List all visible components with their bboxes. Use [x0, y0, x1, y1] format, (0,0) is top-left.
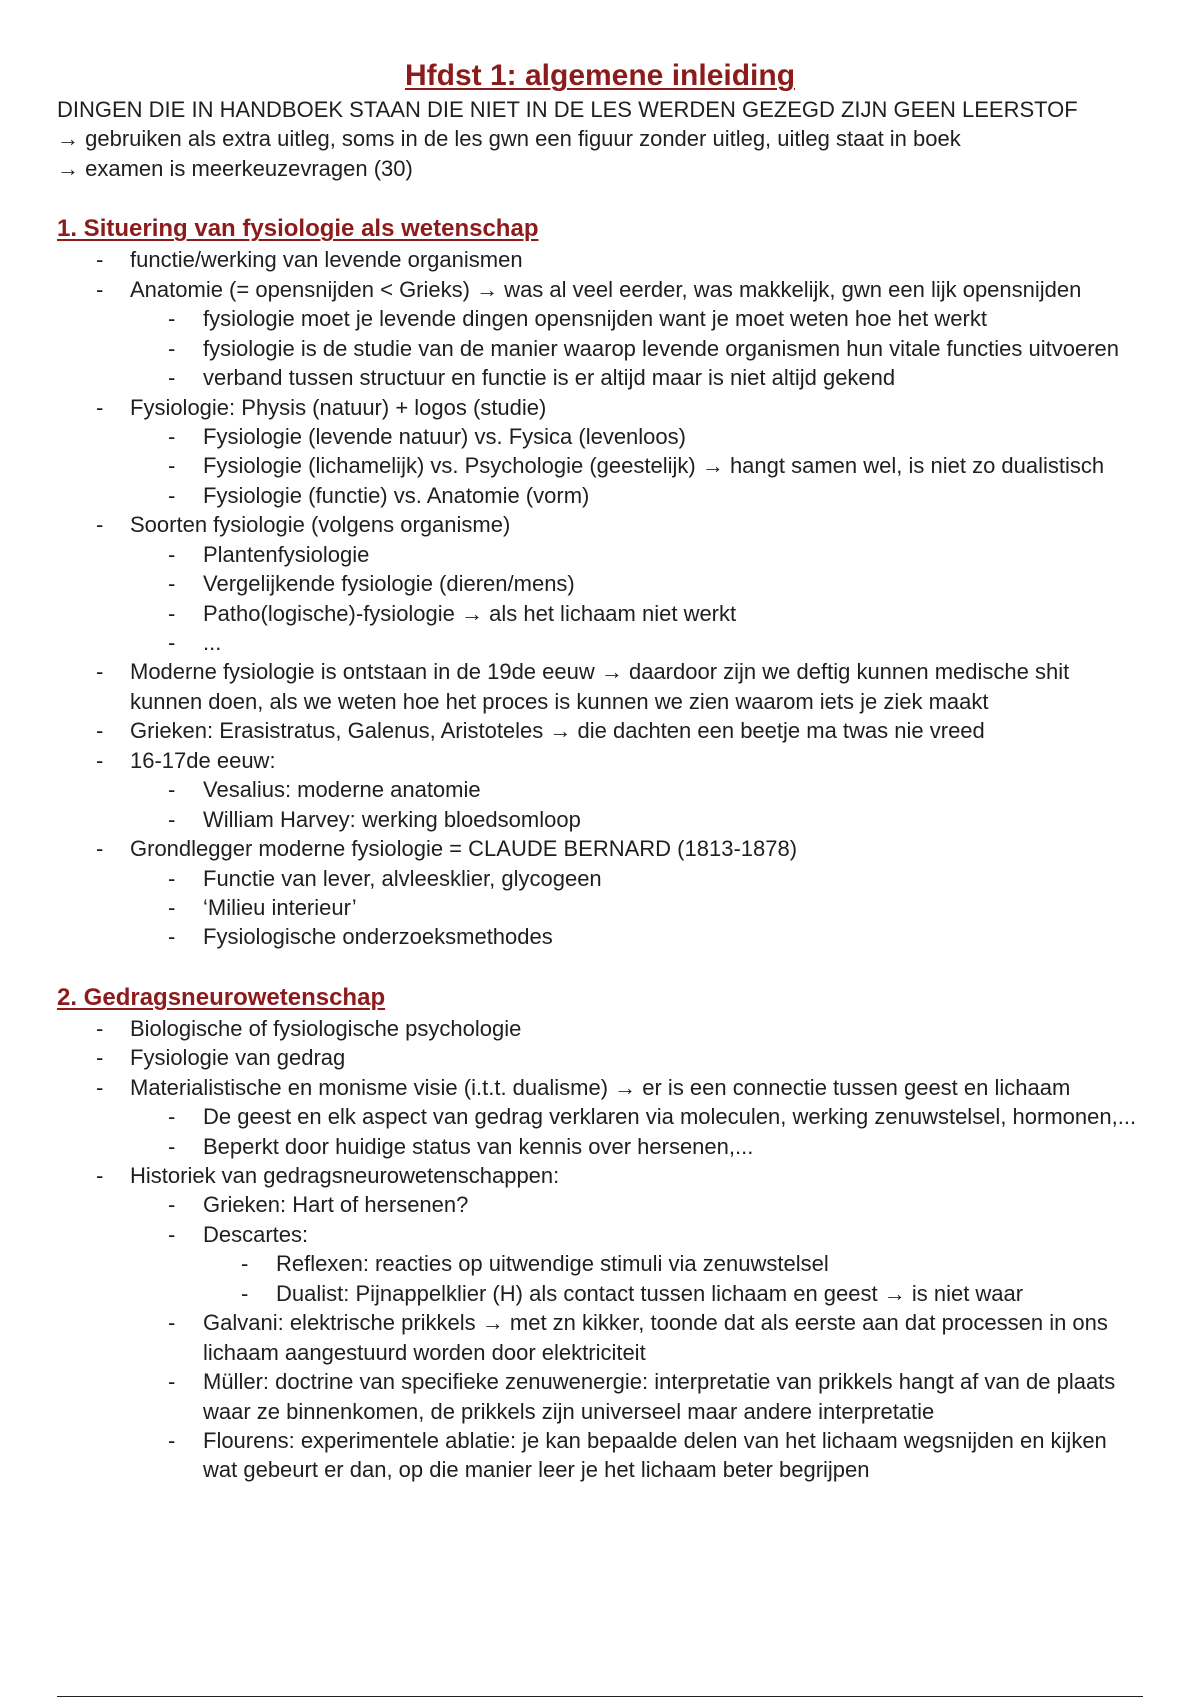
sub-list-item-text-continued: lichaam aangestuurd worden door elektriciteit [203, 1339, 646, 1365]
page-title-text: Hfdst 1: algemene inleiding [404, 59, 796, 92]
sub-list-item-text: - verband tussen structuur en functie is er altijd maar is niet altijd gekend [203, 365, 896, 391]
sub-list-item [0, 893, 1200, 922]
sub-sub-list-item-text: - Reflexen: reacties op uitwendige stimuli via zenuwstelsel [276, 1251, 829, 1277]
sub-list-item-text: - Vergelijkende fysiologie (dieren/mens) [203, 571, 575, 597]
sub-list-item [0, 422, 1200, 451]
sub-list-item-text: - Functie van lever, alvleesklier, glycogeen [203, 865, 602, 891]
sub-list-item [0, 481, 1200, 510]
list-item [0, 1043, 1200, 1072]
sub-list-item-text: - Grieken: Hart of hersenen? [203, 1192, 469, 1218]
list-item [0, 393, 1200, 422]
sub-list-item-text: - Beperkt door huidige status van kennis over hersenen,... [203, 1133, 754, 1159]
sub-list-item [0, 569, 1200, 598]
sub-list-item [0, 540, 1200, 569]
page-title [0, 57, 1200, 95]
section-heading-text: 2. Gedragsneurowetenschap [57, 983, 386, 1011]
sub-list-item [0, 1220, 1200, 1249]
list-item [0, 746, 1200, 775]
sub-list-item-text: - Galvani: elektrische prikkels → met zn kikker, toonde dat als eerste aan dat processen in ons [203, 1310, 1108, 1336]
sub-sub-list-item [0, 1249, 1200, 1278]
sub-list-item [0, 805, 1200, 834]
sub-list-item-text: - De geest en elk aspect van gedrag verklaren via moleculen, werking zenuwstelsel, hormonen,... [203, 1104, 1137, 1130]
sub-sub-list-item [0, 1279, 1200, 1308]
intro-line: DINGEN DIE IN HANDBOEK STAAN DIE NIET IN DE LES WERDEN GEZEGD ZIJN GEEN LEERSTOF [57, 97, 1078, 122]
list-item-text: - Biologische of fysiologische psychologie [130, 1015, 522, 1041]
section-heading [0, 213, 1200, 245]
list-item-text: - Fysiologie van gedrag [130, 1045, 346, 1071]
sub-list-item [0, 304, 1200, 333]
sub-list-item [0, 1102, 1200, 1131]
list-item-text: - Moderne fysiologie is ontstaan in de 19de eeuw → daardoor zijn we deftig kunnen medische shit [130, 659, 1070, 685]
sub-list-item-text: - Vesalius: moderne anatomie [203, 777, 481, 803]
list-item [0, 1014, 1200, 1043]
list-item-text: - Materialistische en monisme visie (i.t.t. dualisme) → er is een connectie tussen geest en lichaam [130, 1074, 1071, 1100]
sub-list-item-text: - William Harvey: werking bloedsomloop [203, 806, 581, 832]
list-item [0, 1073, 1200, 1102]
list-item-text: - Grieken: Erasistratus, Galenus, Aristoteles → die dachten een beetje ma twas nie vreed [130, 718, 985, 744]
list-item-text: - Anatomie (= opensnijden < Grieks) → was al veel eerder, was makkelijk, gwn een lijk opensnijden [130, 276, 1082, 302]
sub-list-item-text: - ... [203, 630, 222, 655]
sub-list-item-text: - ‘Milieu interieur’ [203, 894, 357, 920]
sub-list-item-text: - Descartes: [203, 1221, 309, 1247]
list-item-text-continued: kunnen doen, als we weten hoe het proces is kunnen we zien waarom iets je ziek maakt [130, 688, 989, 714]
list-item [0, 510, 1200, 539]
sub-list-item [0, 1367, 1200, 1426]
sub-list-item-text: - Plantenfysiologie [203, 541, 370, 567]
sub-list-item-text: - Fysiologie (functie) vs. Anatomie (vorm) [203, 482, 590, 508]
sub-list-item-text: - Patho(logische)-fysiologie → als het lichaam niet werkt [203, 600, 737, 626]
footer-rule [57, 1696, 1143, 1697]
sub-list-item-text: - Flourens: experimentele ablatie: je kan bepaalde delen van het lichaam wegsnijden en kijken [203, 1427, 1107, 1453]
sub-list-item [0, 628, 1200, 657]
sub-list-item [0, 334, 1200, 363]
sub-list-item [0, 599, 1200, 628]
list-item [0, 657, 1200, 716]
list-item [0, 834, 1200, 863]
list-item [0, 245, 1200, 274]
sub-list-item-text-continued: wat gebeurt er dan, op die manier leer je het lichaam beter begrijpen [203, 1457, 870, 1483]
list-item-text: - 16-17de eeuw: [130, 747, 276, 773]
intro-line: → gebruiken als extra uitleg, soms in de les gwn een figuur zonder uitleg, uitleg staat in boek [57, 126, 961, 152]
section-gedragsneurowetenschap [0, 982, 1200, 1485]
sub-list-item-text: - fysiologie is de studie van de manier waarop levende organismen hun vitale functies uitvoeren [203, 335, 1119, 361]
sub-list-item-text: - Fysiologische onderzoeksmethodes [203, 924, 553, 950]
list-item [0, 716, 1200, 745]
section-heading [0, 982, 1200, 1014]
sub-list-item [0, 451, 1200, 480]
sub-list-item [0, 1132, 1200, 1161]
sub-list-item-text-continued: waar ze binnenkomen, de prikkels zijn universeel maar andere interpretatie [203, 1398, 935, 1424]
sub-list-item [0, 1190, 1200, 1219]
list-item-text: - Fysiologie: Physis (natuur) + logos (studie) [130, 394, 547, 420]
sub-list-item [0, 775, 1200, 804]
sub-list-item-text: - Müller: doctrine van specifieke zenuwenergie: interpretatie van prikkels hangt af van de plaats [203, 1369, 1116, 1395]
intro-block [0, 95, 1200, 183]
sub-list-item-text: - Fysiologie (levende natuur) vs. Fysica (levenloos) [203, 423, 686, 449]
sub-list-item-text: - fysiologie moet je levende dingen opensnijden want je moet weten hoe het werkt [203, 306, 987, 332]
list-item [0, 275, 1200, 304]
sub-list-item [0, 363, 1200, 392]
list-item-text: - Historiek van gedragsneurowetenschappen: [130, 1163, 560, 1188]
sub-list-item [0, 1426, 1200, 1485]
intro-line: → examen is meerkeuzevragen (30) [57, 155, 413, 181]
sub-list-item [0, 922, 1200, 951]
sub-list-item-text: - Fysiologie (lichamelijk) vs. Psychologie (geestelijk) → hangt samen wel, is niet zo dualistisch [203, 453, 1105, 479]
section-situering [0, 213, 1200, 952]
sub-list-item [0, 1308, 1200, 1367]
sub-list-item [0, 864, 1200, 893]
list-item-text: - Grondlegger moderne fysiologie = CLAUDE BERNARD (1813-1878) [130, 836, 798, 862]
list-item-text: - Soorten fysiologie (volgens organisme) [130, 512, 511, 538]
list-item-text: - functie/werking van levende organismen [130, 247, 523, 273]
list-item [0, 1161, 1200, 1190]
sub-sub-list-item-text: - Dualist: Pijnappelklier (H) als contact tussen lichaam en geest → is niet waar [276, 1280, 1024, 1306]
section-heading-text: 1. Situering van fysiologie als wetenschap [57, 215, 539, 243]
